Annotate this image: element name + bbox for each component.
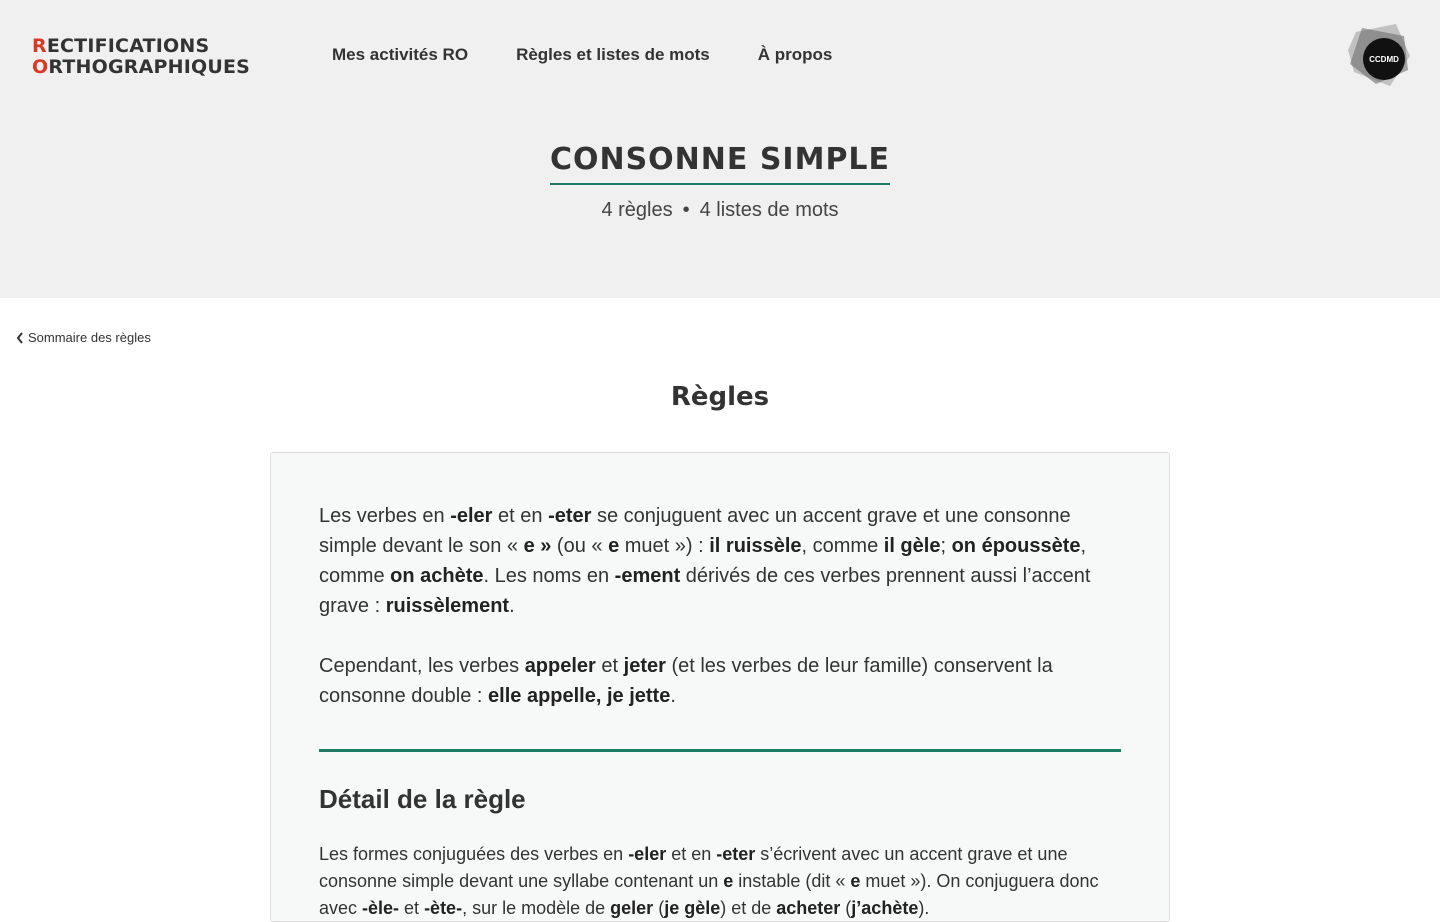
text-run: Cependant, les verbes (319, 655, 525, 677)
site-header (0, 0, 1440, 298)
text-run: et (595, 655, 624, 677)
page-subtitle (0, 199, 1440, 222)
nav-item-a-propos[interactable]: À propos (757, 45, 833, 64)
page-title: CONSONNE SIMPLE (550, 142, 890, 185)
detail-paragraph (319, 841, 1121, 922)
bold-term: -eter (716, 844, 756, 864)
bold-term: -eter (548, 505, 592, 527)
nav-item-regles-et-listes[interactable]: Règles et listes de mots (516, 45, 710, 64)
rule-paragraph-1 (319, 501, 1121, 621)
text-run: instable (dit « (733, 871, 851, 891)
divider (319, 749, 1121, 752)
bold-term: je gèle (664, 898, 721, 918)
text-run: et en (666, 844, 717, 864)
bold-term: acheter (776, 898, 841, 918)
bold-term: ruissèlement (385, 595, 510, 617)
text-run: , sur le modèle de (462, 898, 611, 918)
back-link[interactable] (16, 330, 151, 345)
main-nav (332, 45, 832, 65)
bold-term: jeter (623, 655, 666, 677)
logo-line-1: RECTIFICATIONS (32, 35, 210, 57)
chevron-left-icon (16, 332, 24, 344)
text-run: Les verbes en (319, 505, 451, 527)
bold-term: e (850, 871, 861, 891)
text-run: Les formes conjuguées des verbes en (319, 844, 629, 864)
bold-term: -ement (614, 565, 681, 587)
detail-title: Détail de la règle (319, 784, 526, 814)
text-run: ( (840, 898, 852, 918)
text-run: (ou « (551, 535, 609, 557)
text-run: . (509, 595, 515, 617)
rules-count: 4 règles (601, 199, 673, 221)
ccdmd-logo-icon[interactable] (1346, 22, 1412, 88)
separator-dot: • (682, 199, 690, 221)
bold-term: on époussète (951, 535, 1081, 557)
badge-text: CCDMD (1369, 55, 1399, 64)
bold-term: on achète (390, 565, 484, 587)
text-run: . Les noms en (483, 565, 615, 587)
bold-term: j’achète (851, 898, 919, 918)
bold-term: e (723, 871, 734, 891)
bold-term: e » (523, 535, 552, 557)
bold-term: -eler (628, 844, 667, 864)
text-run: (et les verbes de leur famille) conservent la consonne double : (319, 655, 1053, 707)
text-run: ( (653, 898, 665, 918)
text-run: , comme (319, 535, 1087, 587)
text-run: et (399, 898, 425, 918)
text-run: ; (940, 535, 952, 557)
bold-term: il ruissèle (709, 535, 802, 557)
nav-item-mes-activites[interactable]: Mes activités RO (332, 45, 469, 64)
bold-term: -èle- (362, 898, 400, 918)
text-run: . (670, 685, 676, 707)
text-run: ) et de (720, 898, 777, 918)
rule-paragraph-2 (319, 651, 1121, 711)
text-run: , comme (801, 535, 884, 557)
hero (0, 142, 1440, 222)
section-title: Règles (670, 382, 770, 412)
rule-card (270, 452, 1170, 922)
text-run: dérivés de ces verbes prennent aussi l’accent grave : (319, 565, 1091, 617)
site-logo[interactable] (32, 36, 250, 78)
bold-term: elle appelle, je jette (488, 685, 671, 707)
text-run: et en (492, 505, 549, 527)
text-run: muet »). On conjuguera donc avec (319, 871, 1099, 918)
back-link-label: Sommaire des règles (28, 330, 151, 345)
lists-count: 4 listes de mots (699, 199, 839, 221)
text-run: se conjuguent avec un accent grave et une consonne simple devant le son « (319, 505, 1071, 557)
bold-term: appeler (524, 655, 596, 677)
bold-term: il gèle (883, 535, 941, 557)
bold-term: -eler (450, 505, 493, 527)
text-run: s’écrivent avec un accent grave et une consonne simple devant une syllabe contenant un (319, 844, 1068, 891)
text-run: muet ») : (619, 535, 710, 557)
logo-line-2: ORTHOGRAPHIQUES (32, 56, 251, 78)
bold-term: -ète- (424, 898, 463, 918)
text-run: ). (918, 898, 930, 918)
bold-term: e (608, 535, 620, 557)
bold-term: geler (610, 898, 654, 918)
